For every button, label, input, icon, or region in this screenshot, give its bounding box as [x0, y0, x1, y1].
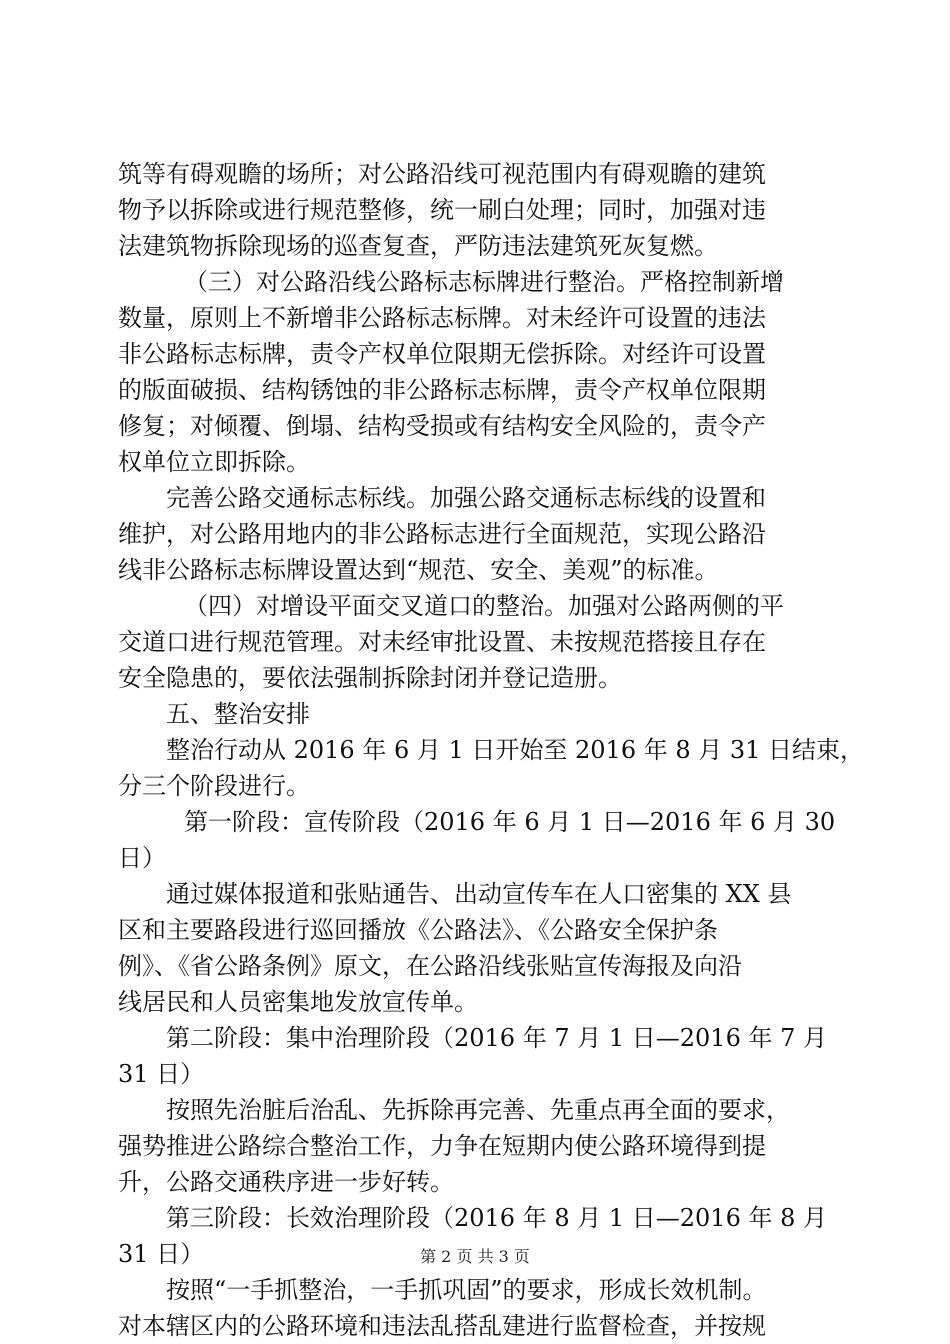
text-line: 31 日）	[118, 1060, 205, 1088]
text-line: 整治行动从 2016 年 6 月 1 日开始至 2016 年 8 月 31 日结束，	[166, 736, 865, 764]
text-line: 对本辖区内的公路环境和违法乱搭乱建进行监督检查，并按规	[118, 1312, 766, 1340]
text-line: 的版面破损、结构锈蚀的非公路标志标牌，责令产权单位限期	[118, 376, 766, 404]
text-line: 筑等有碍观瞻的场所；对公路沿线可视范围内有碍观瞻的建筑	[118, 160, 766, 188]
text-line: 修复；对倾覆、倒塌、结构受损或有结构安全风险的，责令产	[118, 412, 766, 440]
document-body	[118, 156, 865, 1344]
text-line: 分三个阶段进行。	[118, 772, 310, 800]
text-line: 例》、《省公路条例》原文，在公路沿线张贴宣传海报及向沿	[118, 952, 742, 980]
page-footer: 第 2 页 共 3 页	[420, 1247, 530, 1266]
text-line: 通过媒体报道和张贴通告、出动宣传车在人口密集的 XX 县	[166, 880, 792, 908]
text-line: 强势推进公路综合整治工作，力争在短期内使公路环境得到提	[118, 1132, 766, 1160]
text-line: 权单位立即拆除。	[118, 448, 310, 476]
text-line: 按照“一手抓整治，一手抓巩固”的要求，形成长效机制。	[166, 1276, 767, 1304]
text-line: （四）对增设平面交叉道口的整治。加强对公路两侧的平	[184, 592, 784, 620]
text-line: 升，公路交通秩序进一步好转。	[118, 1168, 454, 1196]
text-line: 数量，原则上不新增非公路标志标牌。对未经许可设置的违法	[118, 304, 766, 332]
text-line: 安全隐患的，要依法强制拆除封闭并登记造册。	[118, 664, 622, 692]
text-line: 线非公路标志标牌设置达到“规范、安全、美观”的标准。	[118, 556, 719, 584]
text-line: 线居民和人员密集地发放宣传单。	[118, 988, 478, 1016]
text-line: 日）	[118, 844, 166, 872]
text-line: 物予以拆除或进行规范整修，统一刷白处理；同时，加强对违	[118, 196, 766, 224]
text-line: 五、整治安排	[166, 700, 310, 728]
text-line: 31 日）	[118, 1240, 205, 1268]
text-line: 按照先治脏后治乱、先拆除再完善、先重点再全面的要求，	[166, 1096, 790, 1124]
text-line: 第三阶段：长效治理阶段（2016 年 8 月 1 日—2016 年 8 月	[166, 1204, 827, 1232]
text-line: 完善公路交通标志标线。加强公路交通标志标线的设置和	[166, 484, 766, 512]
text-line: 非公路标志标牌，责令产权单位限期无偿拆除。对经许可设置	[118, 340, 766, 368]
text-line: 法建筑物拆除现场的巡查复查，严防违法建筑死灰复燃。	[118, 232, 718, 260]
text-line: 维护，对公路用地内的非公路标志进行全面规范，实现公路沿	[118, 520, 766, 548]
text-line: 第二阶段：集中治理阶段（2016 年 7 月 1 日—2016 年 7 月	[166, 1024, 827, 1052]
text-line: 第一阶段：宣传阶段（2016 年 6 月 1 日—2016 年 6 月 30	[184, 808, 836, 836]
text-line: 区和主要路段进行巡回播放《公路法》、《公路安全保护条	[118, 916, 718, 944]
text-line: （三）对公路沿线公路标志标牌进行整治。严格控制新增	[184, 268, 784, 296]
text-line: 交道口进行规范管理。对未经审批设置、未按规范搭接且存在	[118, 628, 766, 656]
